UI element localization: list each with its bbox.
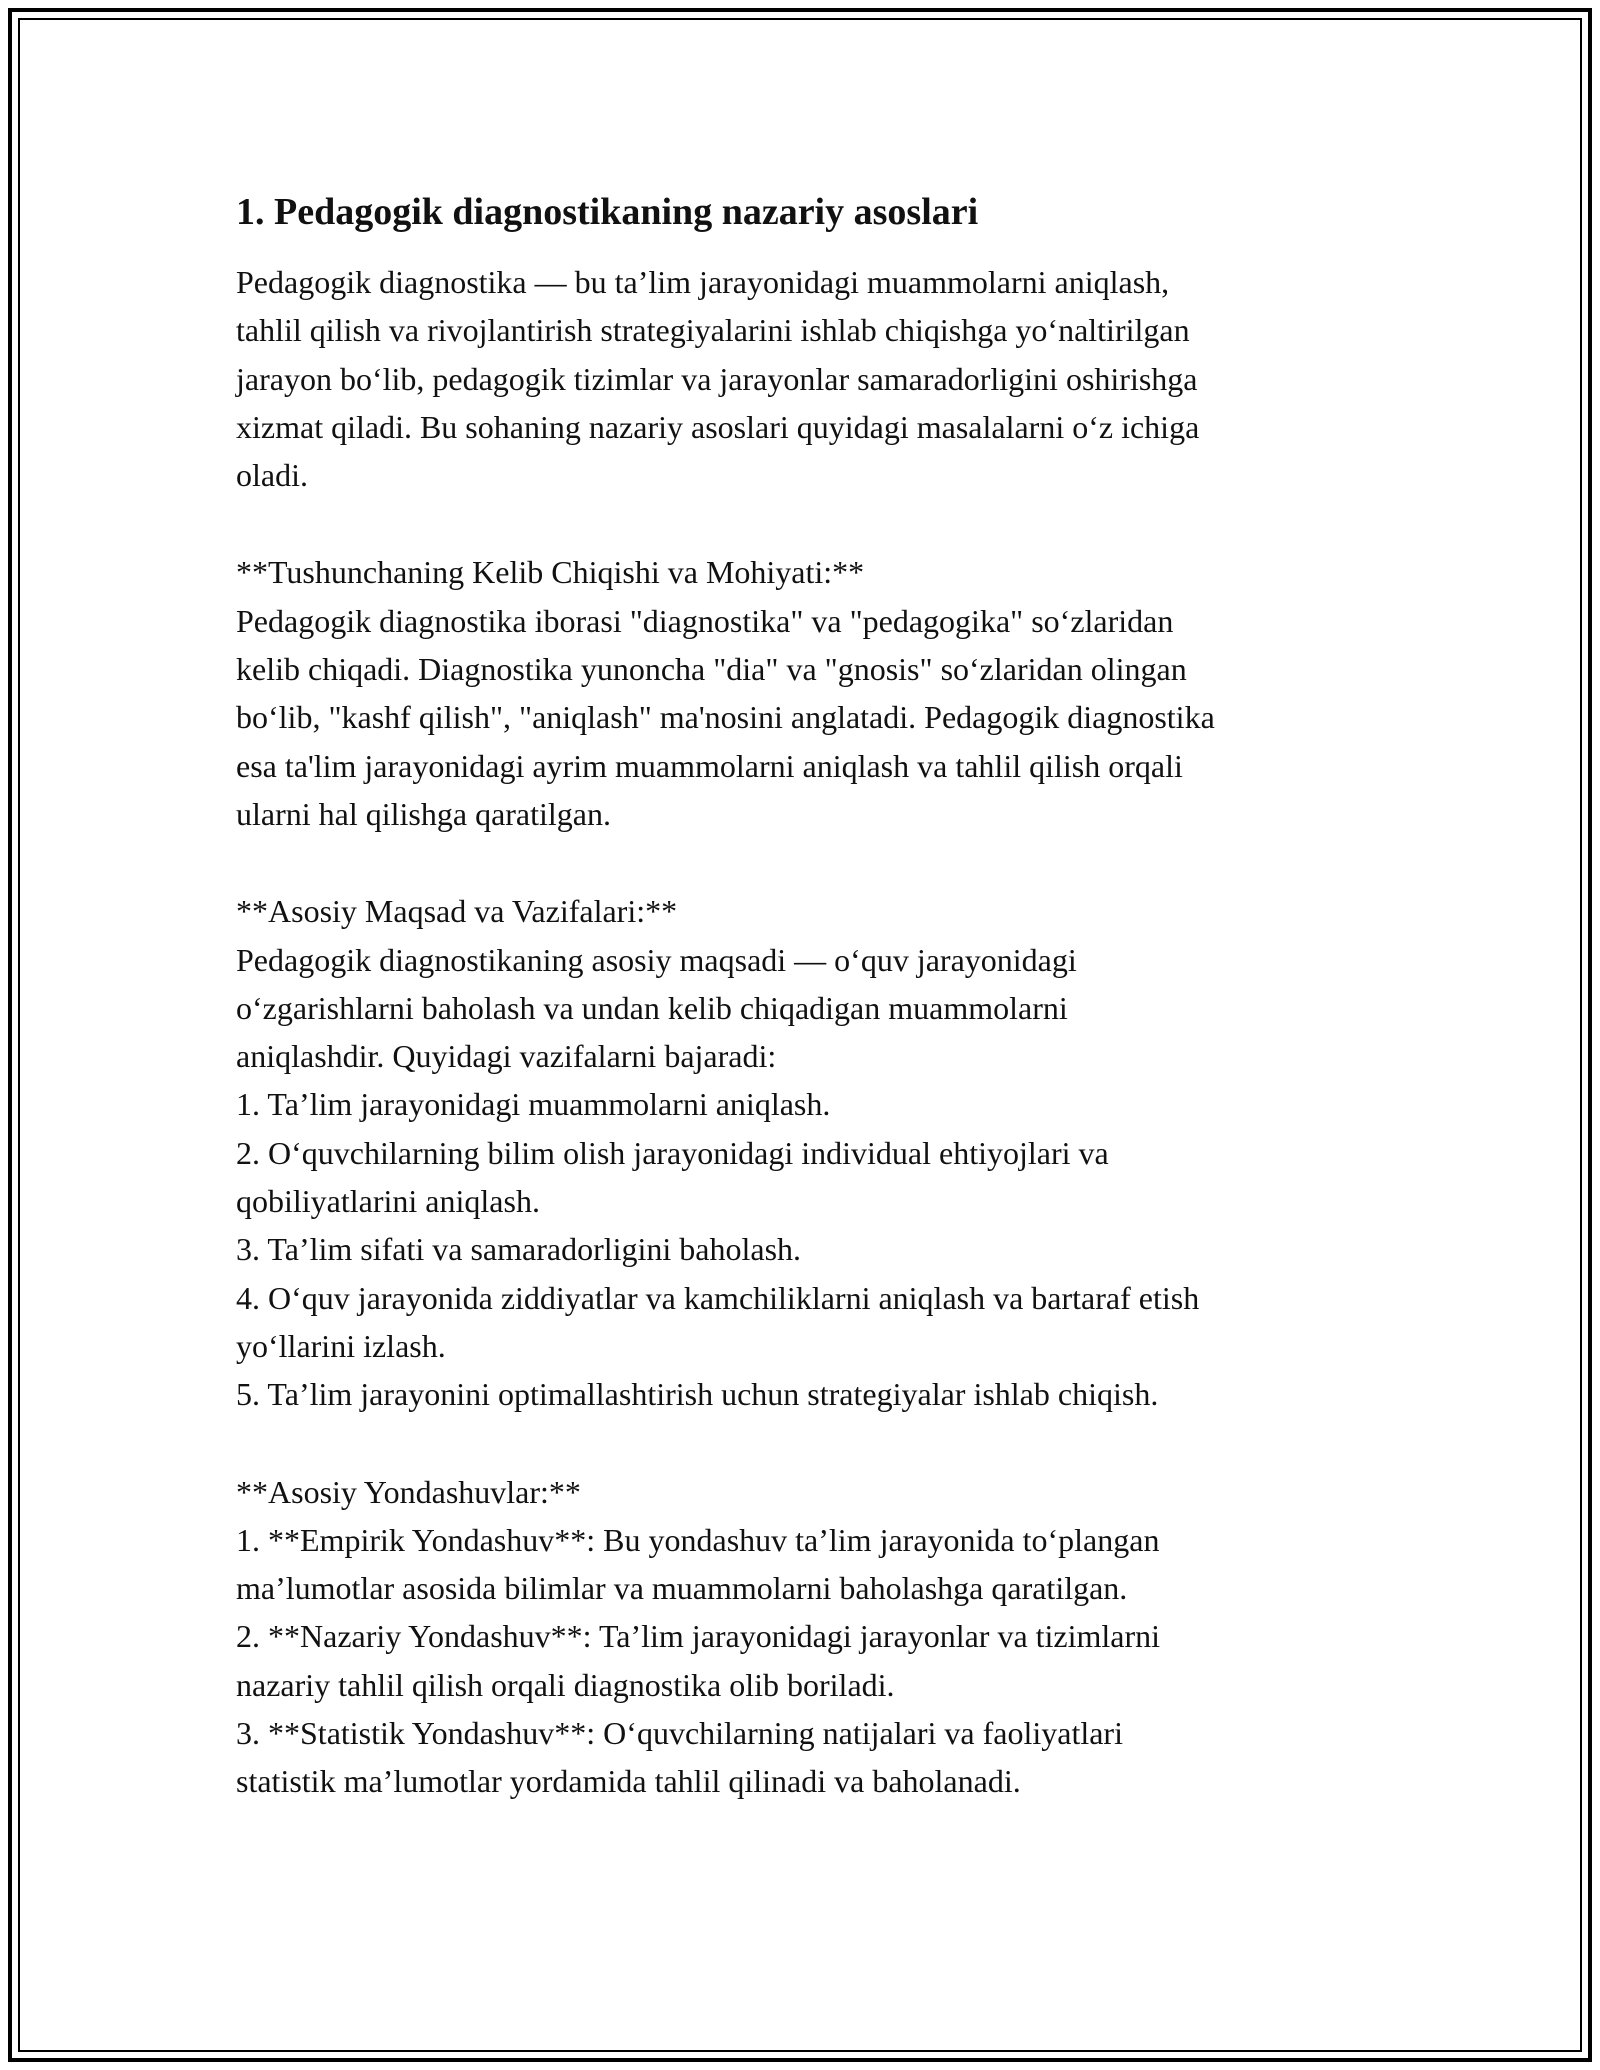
text-line: Pedagogik diagnostika iborasi "diagnostika" va "pedagogika" so‘zlaridan [236,602,1174,639]
document-body [236,188,1366,1855]
text-line: nazariy tahlil qilish orqali diagnostika olib boriladi. [236,1666,895,1703]
text-line: 2. O‘quvchilarning bilim olish jarayonidagi individual ehtiyojlari va [236,1134,1109,1171]
paragraph-block [236,887,1366,1418]
text-line: o‘zgarishlarni baholash va undan kelib chiqadigan muammolarni [236,989,1068,1026]
paragraph-list [236,258,1366,1806]
text-line: 3. **Statistik Yondashuv**: O‘quvchilarning natijalari va faoliyatlari [236,1715,1123,1752]
text-line: Pedagogik diagnostikaning asosiy maqsadi — o‘quv jarayonidagi [236,941,1077,978]
text-line: jarayon bo‘lib, pedagogik tizimlar va jarayonlar samaradorligini oshirishga [236,360,1198,397]
text-line: xizmat qiladi. Bu sohaning nazariy asoslari quyidagi masalalarni o‘z ichiga [236,408,1200,445]
text-line: 3. Ta’lim sifati va samaradorligini baholash. [236,1231,802,1268]
text-line: bo‘lib, "kashf qilish", "aniqlash" ma'nosini anglatadi. Pedagogik diagnostika [236,699,1215,736]
text-line: kelib chiqadi. Diagnostika yunoncha "dia" va "gnosis" so‘zlaridan olingan [236,651,1187,688]
text-line: 1. **Empirik Yondashuv**: Bu yondashuv ta’lim jarayonida to‘plangan [236,1521,1160,1558]
text-line: qobiliyatlarini aniqlash. [236,1183,540,1220]
text-line: ularni hal qilishga qaratilgan. [236,795,611,832]
text-line: oladi. [236,457,308,494]
text-line: **Asosiy Maqsad va Vazifalari:** [236,893,678,930]
text-line: esa ta'lim jarayonidagi ayrim muammolarni aniqlash va tahlil qilish orqali [236,747,1183,784]
paragraph-block [236,1468,1366,1806]
text-line: 4. O‘quv jarayonida ziddiyatlar va kamchiliklarni aniqlash va bartaraf etish [236,1279,1200,1316]
text-line: **Tushunchaning Kelib Chiqishi va Mohiyati:** [236,554,865,591]
text-line: 5. Ta’lim jarayonini optimallashtirish uchun strategiyalar ishlab chiqish. [236,1376,1159,1413]
text-line: Pedagogik diagnostika — bu ta’lim jarayonidagi muammolarni aniqlash, [236,264,1170,300]
paragraph-block [236,548,1366,838]
text-line: 1. Ta’lim jarayonidagi muammolarni aniqlash. [236,1086,831,1123]
text-line: yo‘llarini izlash. [236,1327,446,1364]
text-line: statistik ma’lumotlar yordamida tahlil qilinadi va baholanadi. [236,1763,1021,1800]
text-line: **Asosiy Yondashuvlar:** [236,1473,581,1510]
paragraph-block [236,258,1366,499]
text-line: 2. **Nazariy Yondashuv**: Ta’lim jarayonidagi jarayonlar va tizimlarni [236,1618,1161,1655]
text-line: aniqlashdir. Quyidagi vazifalarni bajaradi: [236,1038,777,1075]
text-line: ma’lumotlar asosida bilimlar va muammolarni baholashga qaratilgan. [236,1570,1128,1607]
text-line: tahlil qilish va rivojlantirish strategiyalarini ishlab chiqishga yo‘naltirilgan [236,312,1190,349]
page-title: 1. Pedagogik diagnostikaning nazariy asoslari [236,191,979,233]
